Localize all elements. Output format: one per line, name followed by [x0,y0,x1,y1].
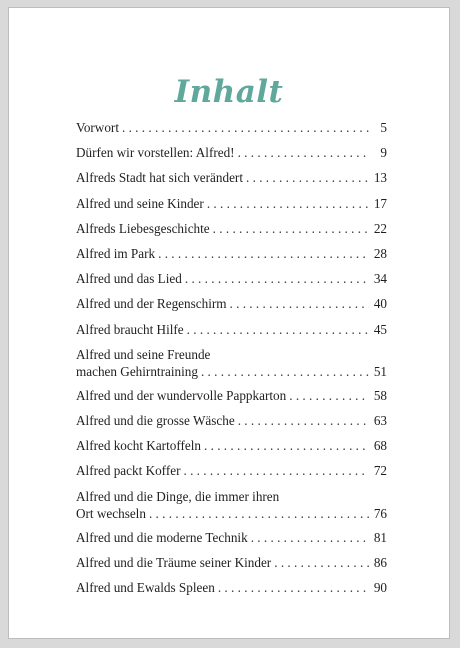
dot-leader [122,119,369,136]
toc-entry [76,295,387,312]
toc-entry-title: Alfreds Stadt hat sich verändert [76,170,243,186]
toc-entry-row [76,119,387,136]
toc-entry-title: Alfred und die grosse Wäsche [76,413,235,429]
dot-leader [213,220,369,237]
toc-entry [76,245,387,262]
toc-page-number: 9 [380,145,387,161]
dot-leader [218,579,369,596]
toc-entry [76,554,387,571]
toc-heading: Inhalt [174,74,284,110]
toc-page-number: 28 [373,245,387,261]
toc-entry-title: Vorwort [76,120,119,135]
toc-entry [76,462,387,479]
dot-leader [183,462,369,479]
toc-page-number: 86 [373,555,387,570]
toc-entry [76,579,387,596]
dot-leader [246,169,369,186]
toc-page-number: 17 [373,195,387,211]
dot-leader [149,505,369,522]
toc-page-number: 63 [373,413,387,429]
toc-entry-row [76,169,387,186]
dot-leader [187,321,369,338]
toc-entry-title: Alfred und die Träume seiner Kinder [76,555,272,570]
toc-entry-title: Alfreds Liebesgeschichte [76,220,210,236]
book-page [8,7,450,639]
toc-entry-row [76,437,387,454]
toc-entry-row [76,270,387,287]
toc-page-number: 76 [373,505,387,521]
toc-entry-title: Alfred und die moderne Technik [76,529,248,545]
toc-entry-row [76,554,387,571]
toc-entry [76,270,387,287]
toc-entry-title: Alfred und der Regenschirm [76,296,227,312]
toc-entry-title: Alfred packt Koffer [76,463,181,479]
toc-entry-row [76,144,387,161]
toc-entry-row [76,462,387,479]
toc-entry [76,144,387,161]
dot-leader [201,363,369,380]
dot-leader [204,437,369,454]
toc-page-number: 45 [373,321,387,337]
toc-page-number: 90 [373,580,387,596]
toc-page-number: 72 [373,463,387,479]
toc-entry [76,437,387,454]
dot-leader [158,245,369,262]
toc-entry-title: machen Gehirntraining [76,363,198,379]
toc-entry [76,488,387,522]
toc-entry [76,220,387,237]
dot-leader [274,554,369,571]
toc-entry-row [76,195,387,212]
toc-entry-row [76,363,387,380]
toc-entry-title: Ort wechseln [76,505,146,521]
toc-entry [76,195,387,212]
toc-entry-row [76,412,387,429]
toc-entry-row [76,245,387,262]
toc-page-number: 51 [373,363,387,379]
dot-leader [251,529,369,546]
toc-page-number: 13 [373,170,387,186]
toc-entry [76,412,387,429]
toc-entry-title: Dürfen wir vorstellen: Alfred! [76,145,235,161]
dot-leader [238,412,369,429]
toc-entry-title: Alfred braucht Hilfe [76,321,184,337]
toc-entry-title-line: Alfred und die Dinge, die immer ihren [76,488,280,504]
toc-entry-title: Alfred im Park [76,245,156,261]
toc-entry-row [76,505,387,522]
dot-leader [230,295,369,312]
toc-entry-row [76,579,387,596]
toc-entry-title: Alfred kocht Kartoffeln [76,438,201,454]
toc-entry [76,169,387,186]
toc-page-number: 34 [373,271,387,287]
dot-leader [207,195,369,212]
toc-entry-title: Alfred und Ewalds Spleen [76,580,215,596]
table-of-contents [76,119,387,604]
toc-entry [76,321,387,338]
toc-entry-row [76,295,387,312]
toc-entry-row [76,529,387,546]
toc-entry-title: Alfred und das Lied [76,271,182,287]
toc-entry-title: Alfred und seine Kinder [76,195,204,211]
toc-page-number: 5 [380,120,387,135]
toc-entry-row [76,387,387,404]
toc-page-number: 58 [373,387,387,403]
toc-entry [76,529,387,546]
toc-page-number: 81 [373,529,387,545]
toc-entry [76,346,387,380]
toc-entry-title-line: Alfred und seine Freunde [76,346,211,362]
dot-leader [185,270,369,287]
toc-page-number: 40 [373,296,387,312]
toc-entry [76,387,387,404]
toc-entry [76,119,387,136]
dot-leader [289,387,369,404]
dot-leader [238,144,369,161]
toc-page-number: 68 [373,438,387,454]
toc-page-number: 22 [373,220,387,236]
toc-entry-row [76,321,387,338]
toc-entry-row [76,220,387,237]
toc-entry-title: Alfred und der wundervolle Pappkarton [76,387,287,403]
